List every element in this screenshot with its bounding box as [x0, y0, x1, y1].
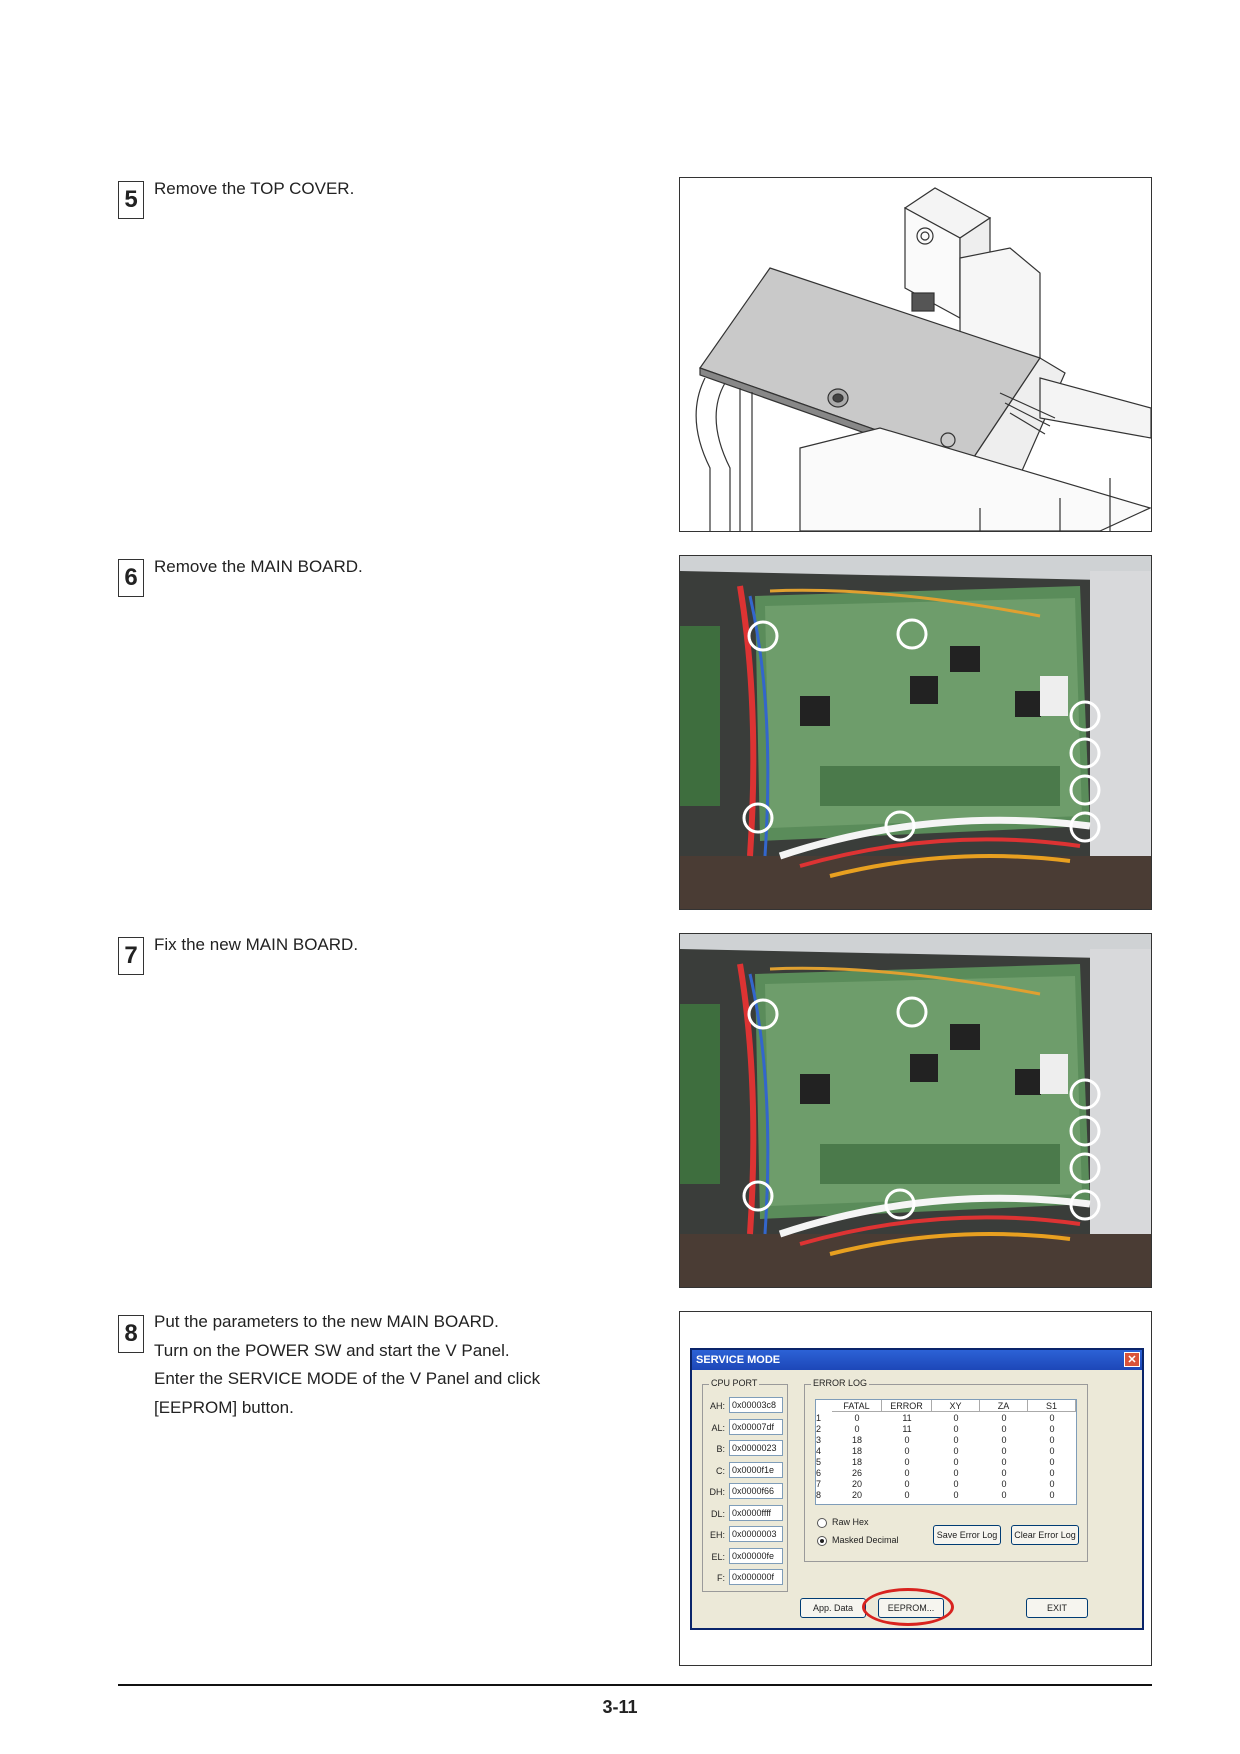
error-cell: 0	[953, 1479, 959, 1489]
register-label: B:	[716, 1444, 725, 1454]
step-5-line: Remove the TOP COVER.	[154, 179, 355, 198]
error-cell: 11	[902, 1413, 912, 1423]
error-cell: 0	[953, 1413, 959, 1423]
error-cell: 0	[1001, 1479, 1007, 1489]
clear-error-log-button[interactable]: Clear Error Log	[1011, 1525, 1079, 1545]
error-column-header: FATAL	[832, 1400, 882, 1412]
register-label: AL:	[711, 1422, 725, 1433]
error-cell: 0	[1049, 1468, 1055, 1478]
error-cell: 0	[904, 1435, 910, 1445]
exit-button[interactable]: EXIT	[1026, 1598, 1088, 1618]
error-cell: 0	[953, 1424, 959, 1434]
service-mode-dialog	[690, 1348, 1144, 1630]
error-cell: 0	[1049, 1424, 1055, 1434]
dialog-title: SERVICE MODE	[696, 1354, 781, 1366]
error-cell: 0	[953, 1446, 959, 1456]
error-row-index: 7	[816, 1479, 822, 1489]
error-cell: 0	[1049, 1479, 1055, 1489]
step-6-text	[154, 553, 594, 582]
register-label: AH:	[709, 1401, 725, 1411]
error-cell: 18	[851, 1457, 862, 1467]
register-label: F:	[717, 1573, 725, 1583]
error-cell: 0	[953, 1490, 959, 1500]
register-value-field[interactable]: 0x0000003	[729, 1526, 783, 1542]
step-number-6: 6	[118, 559, 144, 597]
step-7-text	[154, 931, 594, 960]
error-cell: 0	[953, 1435, 959, 1445]
error-cell: 0	[953, 1468, 959, 1478]
step-number-7: 7	[118, 937, 144, 975]
error-column-header: ZA	[980, 1400, 1028, 1412]
save-error-log-button[interactable]: Save Error Log	[933, 1525, 1001, 1545]
top-cover-illustration	[679, 177, 1152, 532]
register-label: DH:	[709, 1487, 725, 1497]
register-value-field[interactable]: 0x0000f1e	[729, 1462, 783, 1478]
dialog-title-bar	[692, 1350, 1142, 1370]
error-cell: 0	[1001, 1435, 1007, 1445]
register-value-field[interactable]: 0x000000f	[729, 1569, 783, 1585]
error-cell: 0	[1049, 1446, 1055, 1456]
step-8-line-4: [EEPROM] button.	[154, 1397, 294, 1417]
error-row-index: 1	[816, 1413, 822, 1423]
step-8-line-1: Put the parameters to the new MAIN BOARD.	[154, 1312, 499, 1331]
error-log-group	[804, 1378, 1088, 1562]
step-number-8: 8	[118, 1315, 144, 1353]
register-label: C:	[716, 1465, 725, 1476]
error-log-table[interactable]	[815, 1399, 1077, 1505]
main-board-photo-remove	[679, 555, 1152, 910]
radio-unselected-icon	[817, 1518, 827, 1528]
close-icon[interactable]: ✕	[1124, 1352, 1140, 1367]
error-cell: 0	[904, 1457, 910, 1467]
error-cell: 11	[902, 1424, 912, 1434]
error-cell: 0	[1001, 1490, 1007, 1500]
error-cell: 0	[1049, 1413, 1055, 1423]
eeprom-button[interactable]: EEPROM...	[878, 1598, 944, 1618]
register-label: EH:	[709, 1530, 725, 1540]
error-cell: 0	[904, 1446, 910, 1456]
error-row-index: 5	[816, 1457, 822, 1467]
error-cell: 0	[953, 1457, 959, 1467]
error-cell: 0	[1001, 1468, 1007, 1478]
step-8-line-2: Turn on the POWER SW and start the V Panel.	[154, 1340, 510, 1360]
page-number: 3-11	[602, 1697, 638, 1717]
register-value-field[interactable]: 0x0000ffff	[729, 1505, 783, 1521]
error-row-index: 8	[816, 1490, 822, 1500]
error-row-index: 3	[816, 1435, 822, 1445]
error-column-header: XY	[932, 1400, 980, 1412]
error-cell: 0	[1001, 1413, 1007, 1423]
main-board-photo-fix	[679, 933, 1152, 1288]
raw-hex-radio[interactable]	[817, 1517, 869, 1528]
register-value-field[interactable]: 0x0000f66	[729, 1483, 783, 1499]
error-column-header: ERROR	[882, 1400, 932, 1412]
error-cell: 18	[851, 1446, 862, 1456]
masked-decimal-radio[interactable]	[817, 1535, 899, 1546]
register-value-field[interactable]: 0x0000023	[729, 1440, 783, 1456]
raw-hex-label: Raw Hex	[832, 1517, 869, 1527]
app-data-button[interactable]: App. Data	[800, 1598, 866, 1618]
cpu-port-group	[702, 1378, 788, 1592]
error-cell: 0	[904, 1479, 910, 1489]
error-cell: 18	[851, 1435, 862, 1445]
error-log-label: ERROR LOG	[813, 1378, 868, 1388]
step-7-line: Fix the new MAIN BOARD.	[154, 935, 359, 954]
step-6-line: Remove the MAIN BOARD.	[154, 557, 363, 576]
eeprom-highlight-circle	[862, 1588, 954, 1626]
error-cell: 0	[1001, 1457, 1007, 1467]
register-value-field[interactable]: 0x00003c8	[729, 1397, 783, 1413]
error-cell: 20	[851, 1490, 862, 1500]
error-row-index: 4	[816, 1446, 822, 1456]
error-cell: 0	[1001, 1424, 1007, 1434]
error-cell: 0	[1001, 1446, 1007, 1456]
cpu-port-label: CPU PORT	[711, 1378, 758, 1388]
error-cell: 0	[904, 1490, 910, 1500]
register-value-field[interactable]: 0x00007df	[729, 1419, 783, 1435]
error-cell: 0	[1049, 1490, 1055, 1500]
service-mode-screenshot	[679, 1311, 1152, 1666]
error-cell: 20	[851, 1479, 862, 1489]
error-cell: 26	[851, 1468, 862, 1478]
step-8-text	[154, 1308, 594, 1422]
error-row-index: 6	[816, 1468, 822, 1478]
error-row-index: 2	[816, 1424, 822, 1434]
radio-selected-icon	[817, 1536, 827, 1546]
register-label: EL:	[711, 1551, 725, 1562]
masked-decimal-label: Masked Decimal	[832, 1535, 899, 1545]
register-label: DL:	[710, 1508, 725, 1519]
step-5-text	[154, 175, 594, 204]
register-value-field[interactable]: 0x00000fe	[729, 1548, 783, 1564]
error-column-header: S1	[1028, 1400, 1076, 1412]
footer-rule	[118, 1684, 1152, 1686]
error-cell: 0	[1049, 1435, 1055, 1445]
error-cell: 0	[854, 1413, 860, 1423]
step-8-line-3: Enter the SERVICE MODE of the V Panel and click	[154, 1369, 541, 1388]
step-number-5: 5	[118, 181, 144, 219]
error-cell: 0	[854, 1424, 860, 1434]
error-cell: 0	[1049, 1457, 1055, 1467]
error-cell: 0	[904, 1468, 910, 1478]
